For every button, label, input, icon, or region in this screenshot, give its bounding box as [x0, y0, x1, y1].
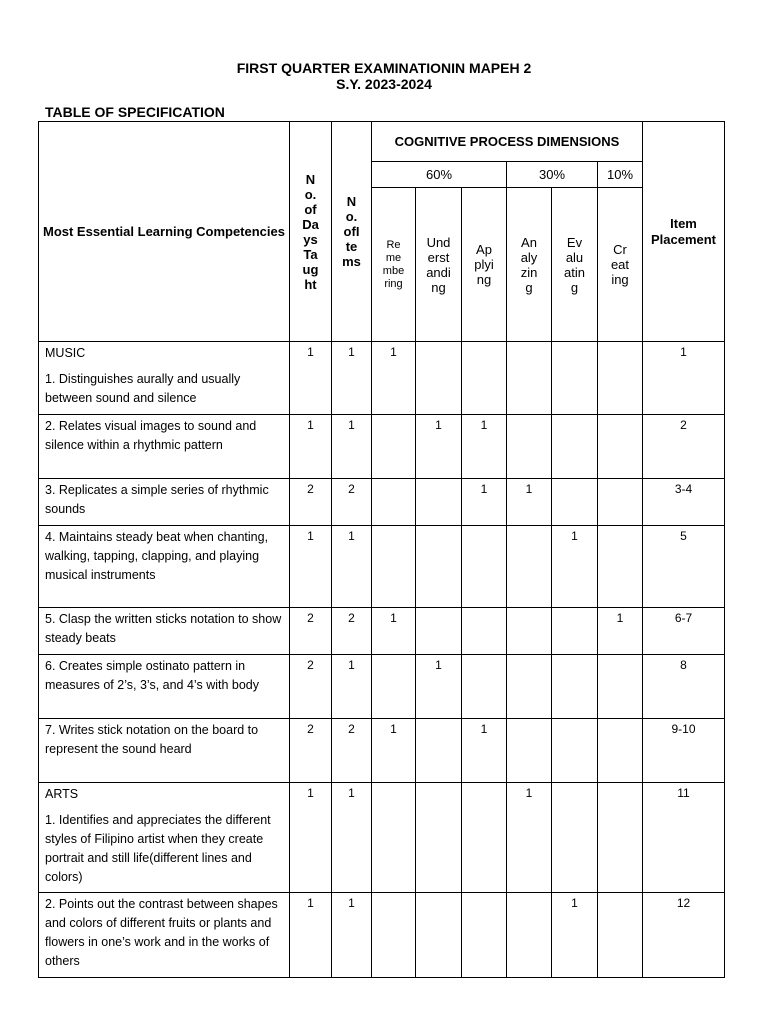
header-creating: Creating — [598, 188, 643, 342]
cell-days: 1 — [290, 783, 332, 893]
cell-app — [462, 783, 507, 893]
document-title: FIRST QUARTER EXAMINATIONIN MAPEH 2 — [236, 60, 532, 76]
table-row — [39, 655, 725, 719]
cell-app — [462, 893, 507, 978]
cell-ana — [507, 608, 552, 655]
cell-app — [462, 526, 507, 608]
cell-items: 1 — [332, 415, 372, 479]
cell-rem: 1 — [372, 342, 416, 415]
cell-days: 2 — [290, 719, 332, 783]
competency-cell — [39, 655, 290, 719]
cell-app: 1 — [462, 479, 507, 526]
cell-place: 11 — [643, 783, 725, 893]
cell-items: 1 — [332, 342, 372, 415]
cell-items: 2 — [332, 719, 372, 783]
cell-rem — [372, 479, 416, 526]
cell-cre — [598, 783, 643, 893]
competency-text: 4. Maintains steady beat when chanting, walking, tapping, clapping, and playing musical instruments — [45, 530, 269, 582]
cell-place: 3-4 — [643, 479, 725, 526]
competency-cell — [39, 608, 290, 655]
cell-place: 5 — [643, 526, 725, 608]
header-applying: Applying — [462, 188, 507, 342]
cell-rem: 1 — [372, 608, 416, 655]
cell-place: 12 — [643, 893, 725, 978]
cell-rem — [372, 893, 416, 978]
cell-cre — [598, 655, 643, 719]
cell-und — [416, 608, 462, 655]
header-remembering: Remembering — [372, 188, 416, 342]
cell-place: 6-7 — [643, 608, 725, 655]
cell-eva — [552, 655, 598, 719]
cell-app — [462, 342, 507, 415]
cell-place: 9-10 — [643, 719, 725, 783]
competency-text: 1. Identifies and appreciates the different styles of Filipino artist when they create portrait and still life(different lines and colors) — [45, 813, 271, 884]
header-percent-30: 30% — [507, 162, 598, 188]
header-days-taught: No.ofDaysTaught — [290, 122, 332, 342]
table-row — [39, 479, 725, 526]
competency-text: 7. Writes stick notation on the board to represent the sound heard — [45, 723, 259, 756]
table-row — [39, 608, 725, 655]
cell-days: 2 — [290, 608, 332, 655]
cell-ana — [507, 415, 552, 479]
competency-cell — [39, 719, 290, 783]
cell-cre — [598, 526, 643, 608]
section-label: MUSIC — [45, 346, 86, 360]
cell-rem — [372, 783, 416, 893]
cell-days: 1 — [290, 893, 332, 978]
cell-ana — [507, 893, 552, 978]
cell-eva — [552, 719, 598, 783]
cell-items: 1 — [332, 655, 372, 719]
competency-cell — [39, 893, 290, 978]
cell-und — [416, 342, 462, 415]
cell-cre — [598, 893, 643, 978]
cell-app — [462, 655, 507, 719]
cell-eva — [552, 342, 598, 415]
competency-text: 3. Replicates a simple series of rhythmic sounds — [45, 483, 269, 516]
cell-items: 2 — [332, 608, 372, 655]
competency-text: 5. Clasp the written sticks notation to show steady beats — [45, 612, 282, 645]
cell-ana — [507, 719, 552, 783]
table-row — [39, 719, 725, 783]
cell-place: 2 — [643, 415, 725, 479]
cell-und: 1 — [416, 655, 462, 719]
cell-cre — [598, 719, 643, 783]
cell-app: 1 — [462, 719, 507, 783]
table-row — [39, 893, 725, 978]
table-caption: TABLE OF SPECIFICATION — [45, 104, 225, 120]
cell-items: 1 — [332, 526, 372, 608]
cell-days: 2 — [290, 655, 332, 719]
header-competencies: Most Essential Learning Competencies — [39, 122, 290, 342]
cell-place: 1 — [643, 342, 725, 415]
cell-rem: 1 — [372, 719, 416, 783]
specification-table — [38, 121, 725, 978]
competency-cell — [39, 783, 290, 893]
cell-cre — [598, 415, 643, 479]
cell-rem — [372, 415, 416, 479]
cell-items: 2 — [332, 479, 372, 526]
cell-ana — [507, 655, 552, 719]
cell-app — [462, 608, 507, 655]
cell-und — [416, 719, 462, 783]
competency-text: 1. Distinguishes aurally and usually between sound and silence — [45, 372, 241, 405]
competency-text: 2. Relates visual images to sound and silence within a rhythmic pattern — [45, 419, 257, 452]
school-year: S.Y. 2023-2024 — [336, 76, 432, 92]
cell-items: 1 — [332, 783, 372, 893]
cell-und — [416, 526, 462, 608]
cell-app: 1 — [462, 415, 507, 479]
header-understanding: Understanding — [416, 188, 462, 342]
header-percent-10: 10% — [598, 162, 643, 188]
table-row — [39, 526, 725, 608]
cell-eva: 1 — [552, 893, 598, 978]
header-num-items: No.ofItems — [332, 122, 372, 342]
table-row — [39, 415, 725, 479]
competency-text: 6. Creates simple ostinato pattern in measures of 2’s, 3’s, and 4’s with body — [45, 659, 260, 692]
cell-ana — [507, 526, 552, 608]
cell-cre: 1 — [598, 608, 643, 655]
header-analyzing: Analyzing — [507, 188, 552, 342]
cell-ana: 1 — [507, 479, 552, 526]
section-label: ARTS — [45, 787, 79, 801]
header-cognitive-dimensions: COGNITIVE PROCESS DIMENSIONS — [372, 122, 643, 162]
competency-text: 2. Points out the contrast between shapes and colors of different fruits or plants and flowers in one’s work and in the works of others — [45, 897, 278, 968]
competency-cell — [39, 415, 290, 479]
cell-eva — [552, 479, 598, 526]
competency-cell — [39, 526, 290, 608]
cell-days: 1 — [290, 526, 332, 608]
cell-eva — [552, 415, 598, 479]
cell-und — [416, 479, 462, 526]
cell-cre — [598, 479, 643, 526]
cell-place: 8 — [643, 655, 725, 719]
cell-cre — [598, 342, 643, 415]
cell-ana: 1 — [507, 783, 552, 893]
header-percent-60: 60% — [372, 162, 507, 188]
cell-days: 2 — [290, 479, 332, 526]
cell-rem — [372, 526, 416, 608]
cell-days: 1 — [290, 342, 332, 415]
cell-days: 1 — [290, 415, 332, 479]
cell-eva — [552, 783, 598, 893]
header-item-placement: Item Placement — [643, 122, 725, 342]
cell-eva — [552, 608, 598, 655]
competency-cell — [39, 342, 290, 415]
cell-eva: 1 — [552, 526, 598, 608]
cell-rem — [372, 655, 416, 719]
cell-und: 1 — [416, 415, 462, 479]
cell-und — [416, 893, 462, 978]
table-row — [39, 342, 725, 415]
cell-items: 1 — [332, 893, 372, 978]
cell-ana — [507, 342, 552, 415]
header-evaluating: Evaluating — [552, 188, 598, 342]
cell-und — [416, 783, 462, 893]
table-row — [39, 783, 725, 893]
competency-cell — [39, 479, 290, 526]
